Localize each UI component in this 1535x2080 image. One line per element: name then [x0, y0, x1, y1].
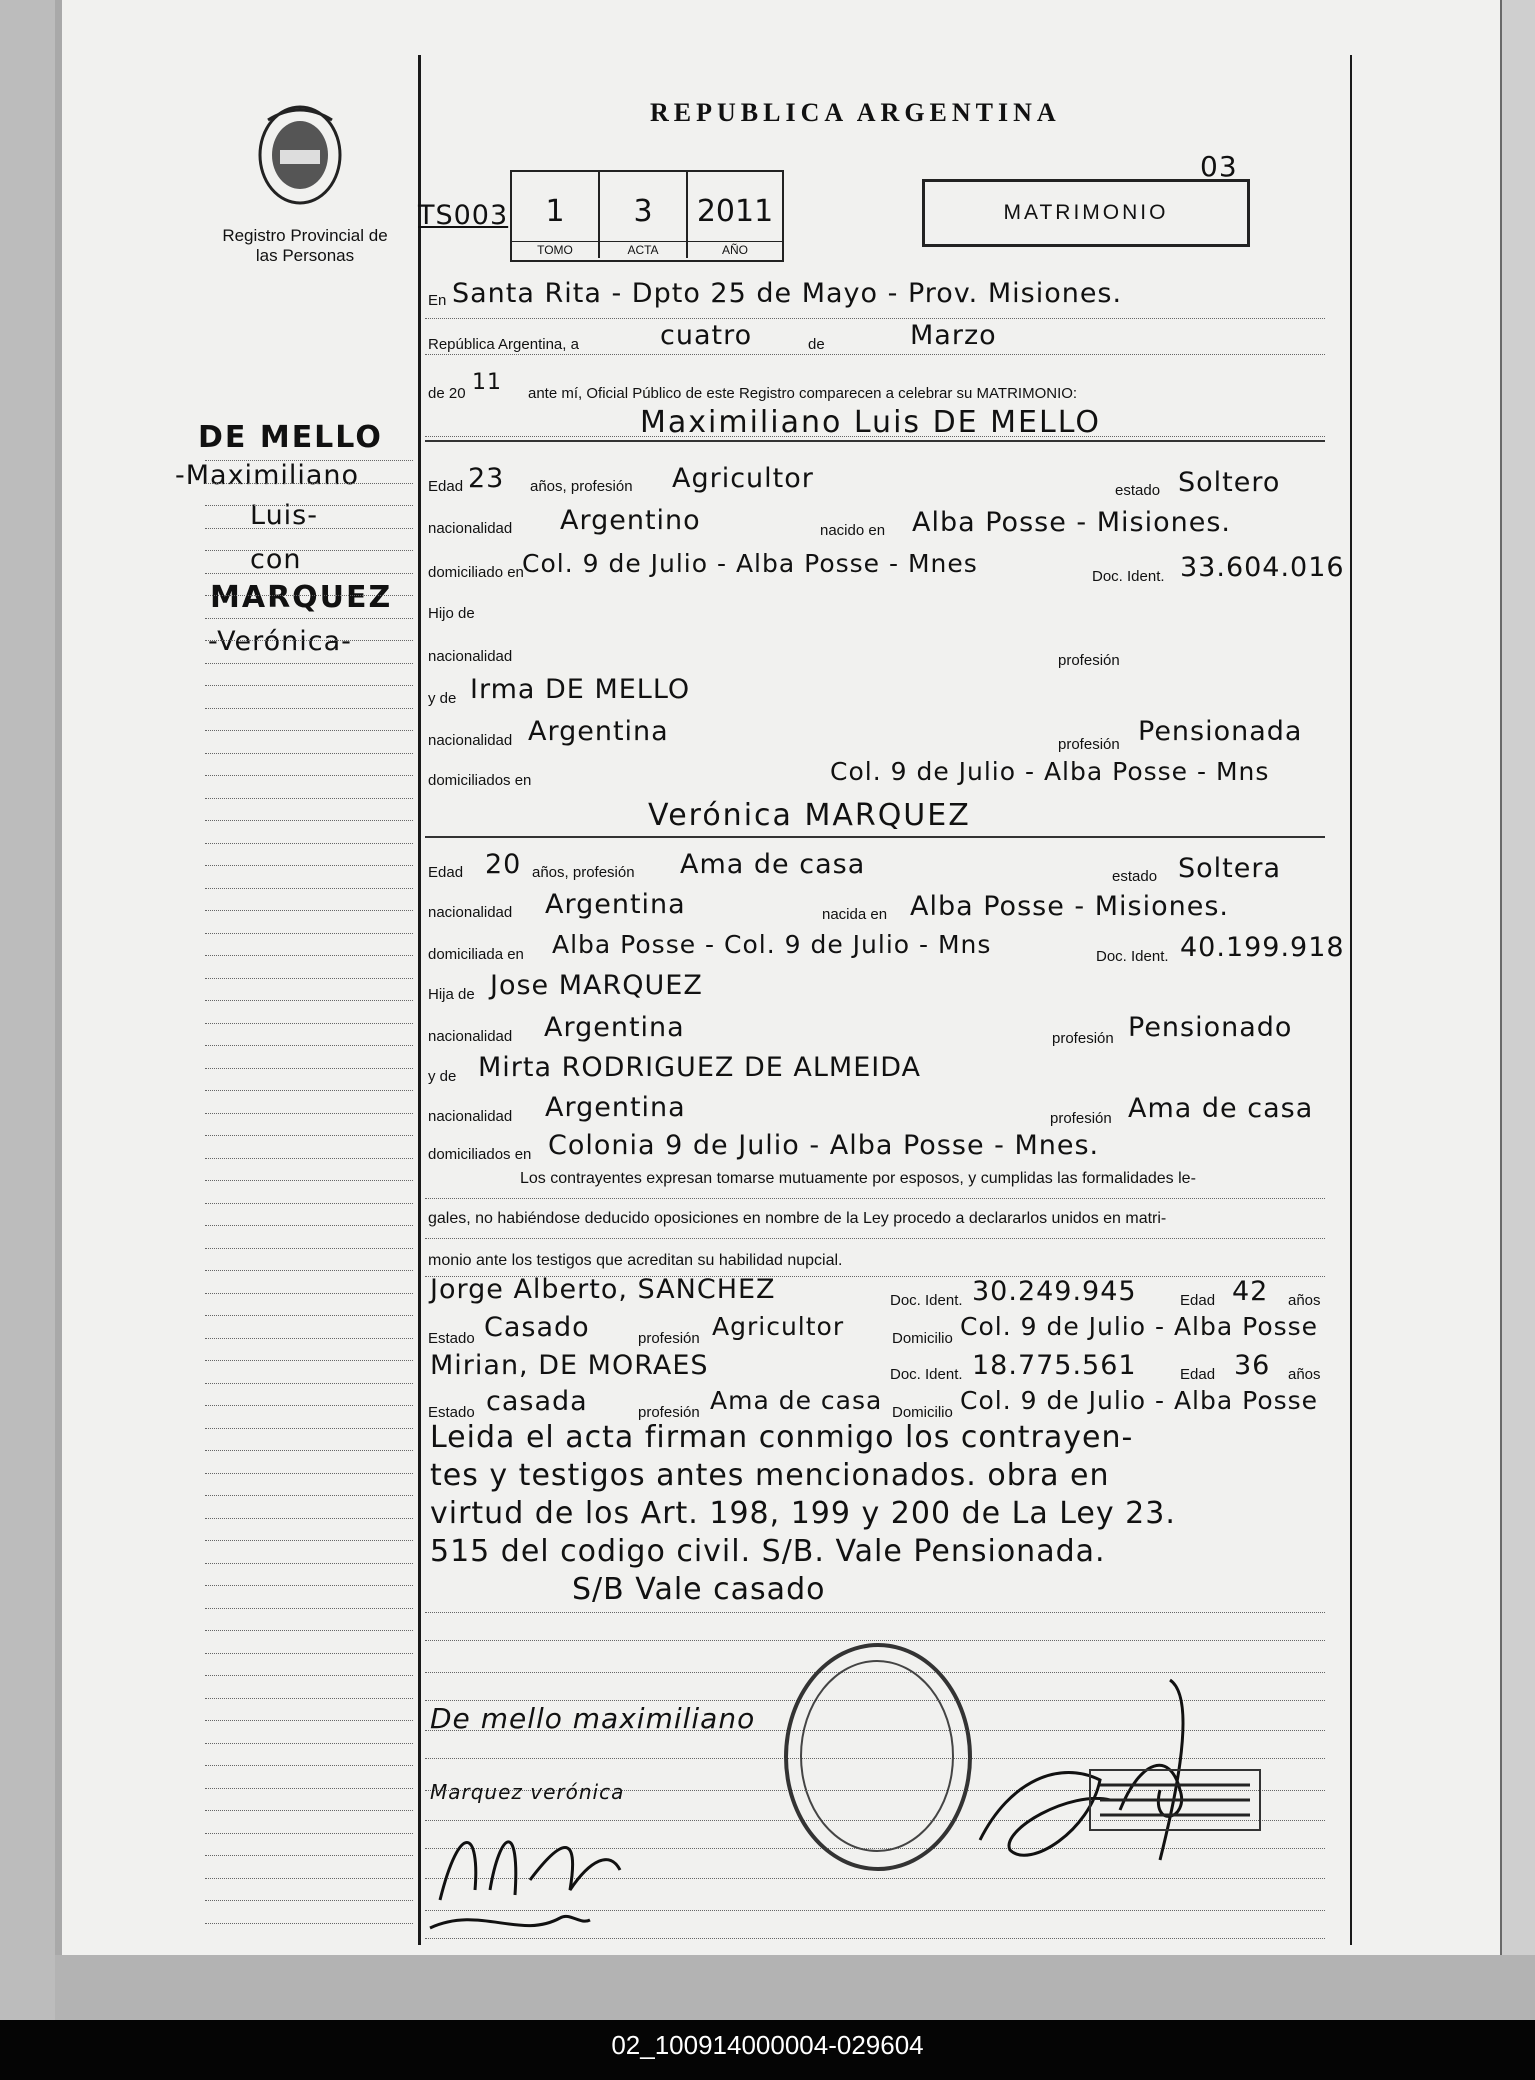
margin-rule: [205, 1743, 413, 1744]
groom-signature: De mello maximiliano: [430, 1702, 756, 1735]
groom-estado: Soltero: [1178, 467, 1281, 498]
tomo-label: TOMO: [512, 241, 598, 258]
margin-rule: [205, 933, 413, 934]
republica-label: República Argentina, a: [428, 336, 579, 353]
margin-rule: [205, 1788, 413, 1789]
notes-line-5: S/B Vale casado: [572, 1572, 826, 1607]
margin-rule: [205, 528, 413, 529]
form-rule: [425, 318, 1325, 319]
bride-padre-prof-label: profesión: [1052, 1030, 1114, 1047]
witness2-dom-label: Domicilio: [892, 1404, 953, 1421]
bride-signature: Marquez verónica: [430, 1780, 625, 1804]
page-edge: [1500, 0, 1535, 1990]
bride-doc-label: Doc. Ident.: [1096, 948, 1169, 965]
bride-domicilio: Alba Posse - Col. 9 de Julio - Mns: [552, 930, 992, 959]
witness1-edad-label: Edad: [1180, 1292, 1216, 1309]
bride-prof-label: años, profesión: [532, 864, 635, 881]
tomo-value: 1: [545, 194, 565, 229]
witness2-edad: 36: [1234, 1350, 1271, 1381]
margin-rule: [205, 1225, 413, 1226]
bride-yde-label: y de: [428, 1068, 457, 1085]
record-id-box: [510, 170, 784, 262]
margin-groom-middle: Luis-: [250, 500, 318, 531]
margin-rule: [205, 1563, 413, 1564]
witness2-anos-label: años: [1288, 1366, 1321, 1383]
margin-rule: [205, 888, 413, 889]
witness2-prof-label: profesión: [638, 1404, 700, 1421]
anio-cell: [688, 172, 782, 258]
margin-rule: [205, 730, 413, 731]
book-spine: [0, 0, 55, 2020]
formula-line-2: gales, no habiéndose deducido oposiciones en nombre de la Ley procedo a declararlos unidos en matri-: [428, 1210, 1167, 1227]
form-rule: [425, 1612, 1325, 1613]
day-value: cuatro: [660, 320, 753, 351]
margin-groom-surname: DE MELLO: [198, 420, 383, 455]
margin-rule: [205, 1518, 413, 1519]
bride-padre-nac: Argentina: [544, 1012, 685, 1043]
bride-nacionalidad: Argentina: [545, 889, 686, 920]
registry-name: Registro Provincial de las Personas: [222, 226, 388, 265]
witness1-estado-label: Estado: [428, 1330, 475, 1347]
witness1-name: Jorge Alberto, SANCHEZ: [430, 1274, 776, 1305]
margin-rule: [205, 618, 413, 619]
margin-rule: [205, 1675, 413, 1676]
witness1-profesion: Agricultor: [712, 1312, 845, 1341]
margin-rule: [205, 1090, 413, 1091]
margin-rule: [205, 663, 413, 664]
groom-prof-label: años, profesión: [530, 478, 633, 495]
page-title: REPUBLICA ARGENTINA: [650, 98, 1061, 127]
margin-rule: [205, 978, 413, 979]
margin-rule: [205, 1113, 413, 1114]
form-rule: [425, 354, 1325, 355]
margin-rule: [205, 1135, 413, 1136]
margin-rule: [205, 955, 413, 956]
groom-madre-prof-label: profesión: [1058, 736, 1120, 753]
witness2-estado-label: Estado: [428, 1404, 475, 1421]
margin-rule: [205, 865, 413, 866]
margin-rule: [205, 1428, 413, 1429]
margin-rule: [205, 843, 413, 844]
margin-rule: [205, 1720, 413, 1721]
notes-line-3: virtud de los Art. 198, 199 y 200 de La Ley 23.: [430, 1496, 1176, 1531]
groom-padre-nac-label: nacionalidad: [428, 648, 513, 665]
margin-rule: [205, 1180, 413, 1181]
groom-estado-label: estado: [1115, 482, 1161, 499]
bride-madre: Mirta RODRIGUEZ DE ALMEIDA: [478, 1052, 922, 1083]
groom-edad: 23: [468, 463, 505, 494]
column-divider: [418, 55, 421, 1945]
margin-rule: [205, 1405, 413, 1406]
bride-madre-prof-label: profesión: [1050, 1110, 1112, 1127]
bride-estado: Soltera: [1178, 853, 1282, 884]
acta-value: 3: [633, 194, 653, 229]
margin-rule: [205, 1878, 413, 1879]
groom-nacionalidad: Argentino: [560, 505, 701, 536]
margin-rule: [205, 1158, 413, 1159]
bride-nacida: Alba Posse - Misiones.: [910, 891, 1229, 922]
margin-rule: [205, 1495, 413, 1496]
margin-rule: [205, 1855, 413, 1856]
groom-nacido-label: nacido en: [820, 522, 886, 539]
notes-line-4: 515 del codigo civil. S/B. Vale Pensionada.: [430, 1534, 1106, 1569]
formula-line-3: monio ante los testigos que acreditan su habilidad nupcial.: [428, 1252, 843, 1269]
coat-of-arms-icon: [250, 100, 350, 210]
margin-rule: [205, 1473, 413, 1474]
bride-edad-label: Edad: [428, 864, 464, 881]
witness1-domicilio: Col. 9 de Julio - Alba Posse: [960, 1312, 1319, 1341]
witness1-prof-label: profesión: [638, 1330, 700, 1347]
margin-rule: [205, 708, 413, 709]
month-value: Marzo: [910, 320, 997, 351]
margin-rule: [205, 1315, 413, 1316]
bride-dom-label: domiciliada en: [428, 946, 524, 963]
groom-padres-dom: Col. 9 de Julio - Alba Posse - Mns: [830, 757, 1270, 786]
witness2-doc-label: Doc. Ident.: [890, 1366, 963, 1383]
groom-yde-label: y de: [428, 690, 457, 707]
margin-rule: [205, 775, 413, 776]
hija-label: Hija de: [428, 986, 475, 1003]
anio-label: AÑO: [688, 241, 782, 258]
margin-bride-first: -Verónica-: [208, 626, 352, 657]
witness1-dom-label: Domicilio: [892, 1330, 953, 1347]
hijo-label: Hijo de: [428, 605, 475, 622]
form-rule: [425, 1640, 1325, 1641]
year-prefix: de 20: [428, 385, 466, 402]
margin-rule: [205, 910, 413, 911]
acta-cell: [600, 172, 688, 258]
bride-padre: Jose MARQUEZ: [490, 970, 703, 1001]
bride-nac-label: nacionalidad: [428, 904, 513, 921]
bride-padres-dom-label: domiciliados en: [428, 1146, 532, 1163]
en-label: En: [428, 292, 447, 309]
section-divider: [425, 836, 1325, 838]
groom-madre: Irma DE MELLO: [470, 674, 691, 705]
groom-padres-dom-label: domiciliados en: [428, 772, 532, 789]
bride-edad: 20: [485, 849, 522, 880]
margin-rule: [205, 1450, 413, 1451]
form-rule: [425, 1238, 1325, 1239]
bride-doc: 40.199.918: [1180, 932, 1345, 963]
notes-line-2: tes y testigos antes mencionados. obra en: [430, 1458, 1110, 1493]
bride-padre-prof: Pensionado: [1128, 1012, 1293, 1043]
bride-madre-prof: Ama de casa: [1128, 1093, 1314, 1124]
de-label: de: [808, 336, 825, 353]
witness1-doc-label: Doc. Ident.: [890, 1292, 963, 1309]
margin-rule: [205, 798, 413, 799]
witness2-doc: 18.775.561: [972, 1350, 1137, 1381]
margin-rule: [205, 753, 413, 754]
notes-line-1: Leida el acta firman conmigo los contrayen-: [430, 1420, 1134, 1455]
bride-padres-dom: Colonia 9 de Julio - Alba Posse - Mnes.: [548, 1130, 1100, 1161]
bride-madre-nac: Argentina: [545, 1092, 686, 1123]
margin-groom-first: -Maximiliano: [175, 460, 360, 491]
year-suffix: 11: [472, 370, 502, 395]
margin-rule: [205, 1248, 413, 1249]
image-caption: 02_100914000004-029604: [611, 2030, 924, 2060]
groom-madre-nac-label: nacionalidad: [428, 732, 513, 749]
margin-rule: [205, 460, 413, 461]
groom-edad-label: Edad: [428, 478, 464, 495]
bride-name: Verónica MARQUEZ: [648, 798, 971, 833]
witness1-estado: Casado: [484, 1312, 590, 1343]
groom-profesion: Agricultor: [672, 463, 814, 494]
witness2-edad-label: Edad: [1180, 1366, 1216, 1383]
tomo-cell: [512, 172, 600, 258]
witness2-profesion: Ama de casa: [710, 1386, 883, 1415]
margin-rule: [205, 1765, 413, 1766]
margin-rule: [205, 573, 413, 574]
witness2-domicilio: Col. 9 de Julio - Alba Posse: [960, 1386, 1319, 1415]
margin-rule: [205, 640, 413, 641]
acta-label: ACTA: [600, 241, 686, 258]
margin-rule: [205, 505, 413, 506]
groom-doc-label: Doc. Ident.: [1092, 568, 1165, 585]
intro-text: ante mí, Oficial Público de este Registro comparecen a celebrar su MATRIMONIO:: [528, 385, 1078, 402]
groom-name: Maximiliano Luis DE MELLO: [640, 405, 1101, 440]
groom-madre-nac: Argentina: [528, 716, 669, 747]
office-code: TS003: [418, 200, 509, 231]
witness2-name: Mirian, DE MORAES: [430, 1350, 709, 1381]
margin-rule: [205, 685, 413, 686]
groom-nacido: Alba Posse - Misiones.: [912, 507, 1231, 538]
groom-nac-label: nacionalidad: [428, 520, 513, 537]
formula-line-1: Los contrayentes expresan tomarse mutuamente por esposos, y cumplidas las formalidades le-: [520, 1170, 1196, 1187]
margin-rule: [205, 1270, 413, 1271]
margin-rule: [205, 1698, 413, 1699]
margin-rule: [205, 550, 413, 551]
margin-rule: [205, 1045, 413, 1046]
margin-rule: [205, 1293, 413, 1294]
groom-madre-prof: Pensionada: [1138, 716, 1303, 747]
groom-domicilio: Col. 9 de Julio - Alba Posse - Mnes: [522, 549, 978, 578]
witness1-edad: 42: [1232, 1276, 1269, 1307]
act-type-box: MATRIMONIO: [922, 179, 1250, 247]
page-number: 03: [1200, 150, 1238, 183]
margin-rule: [205, 1203, 413, 1204]
margin-rule: [205, 820, 413, 821]
margin-rule: [205, 1338, 413, 1339]
margin-rule: [205, 1023, 413, 1024]
margin-rule: [205, 1383, 413, 1384]
groom-dom-label: domiciliado en: [428, 564, 524, 581]
margin-rule: [205, 1540, 413, 1541]
margin-rule: [205, 1360, 413, 1361]
groom-padre-prof-label: profesión: [1058, 652, 1120, 669]
margin-rule: [205, 1653, 413, 1654]
form-rule: [425, 1198, 1325, 1199]
margin-con: con: [250, 544, 302, 575]
officer-signature: [970, 1660, 1300, 1900]
bride-estado-label: estado: [1112, 868, 1158, 885]
bride-nacida-label: nacida en: [822, 906, 888, 923]
right-margin-line: [1350, 55, 1352, 1945]
margin-rule: [205, 595, 413, 596]
groom-doc: 33.604.016: [1180, 552, 1345, 583]
witness1-anos-label: años: [1288, 1292, 1321, 1309]
margin-rule: [205, 1923, 413, 1924]
section-divider: [425, 440, 1325, 442]
place-value: Santa Rita - Dpto 25 de Mayo - Prov. Misiones.: [452, 278, 1123, 309]
book-bottom-cover: [55, 1955, 1535, 2020]
bride-profesion: Ama de casa: [680, 849, 866, 880]
bride-padre-nac-label: nacionalidad: [428, 1028, 513, 1045]
witness-signatures: [420, 1800, 660, 1940]
margin-rule: [205, 1900, 413, 1901]
margin-rule: [205, 483, 413, 484]
witness2-estado: casada: [486, 1386, 588, 1417]
witness1-doc: 30.249.945: [972, 1276, 1137, 1307]
bride-madre-nac-label: nacionalidad: [428, 1108, 513, 1125]
margin-rule: [205, 1630, 413, 1631]
anio-value: 2011: [696, 194, 774, 229]
margin-bride-surname: MARQUEZ: [210, 580, 393, 615]
margin-rule: [205, 1608, 413, 1609]
official-seal-inner: [800, 1660, 954, 1852]
margin-rule: [205, 1810, 413, 1811]
margin-rule: [205, 1068, 413, 1069]
margin-rule: [205, 1000, 413, 1001]
margin-rule: [205, 1833, 413, 1834]
margin-rule: [205, 1585, 413, 1586]
